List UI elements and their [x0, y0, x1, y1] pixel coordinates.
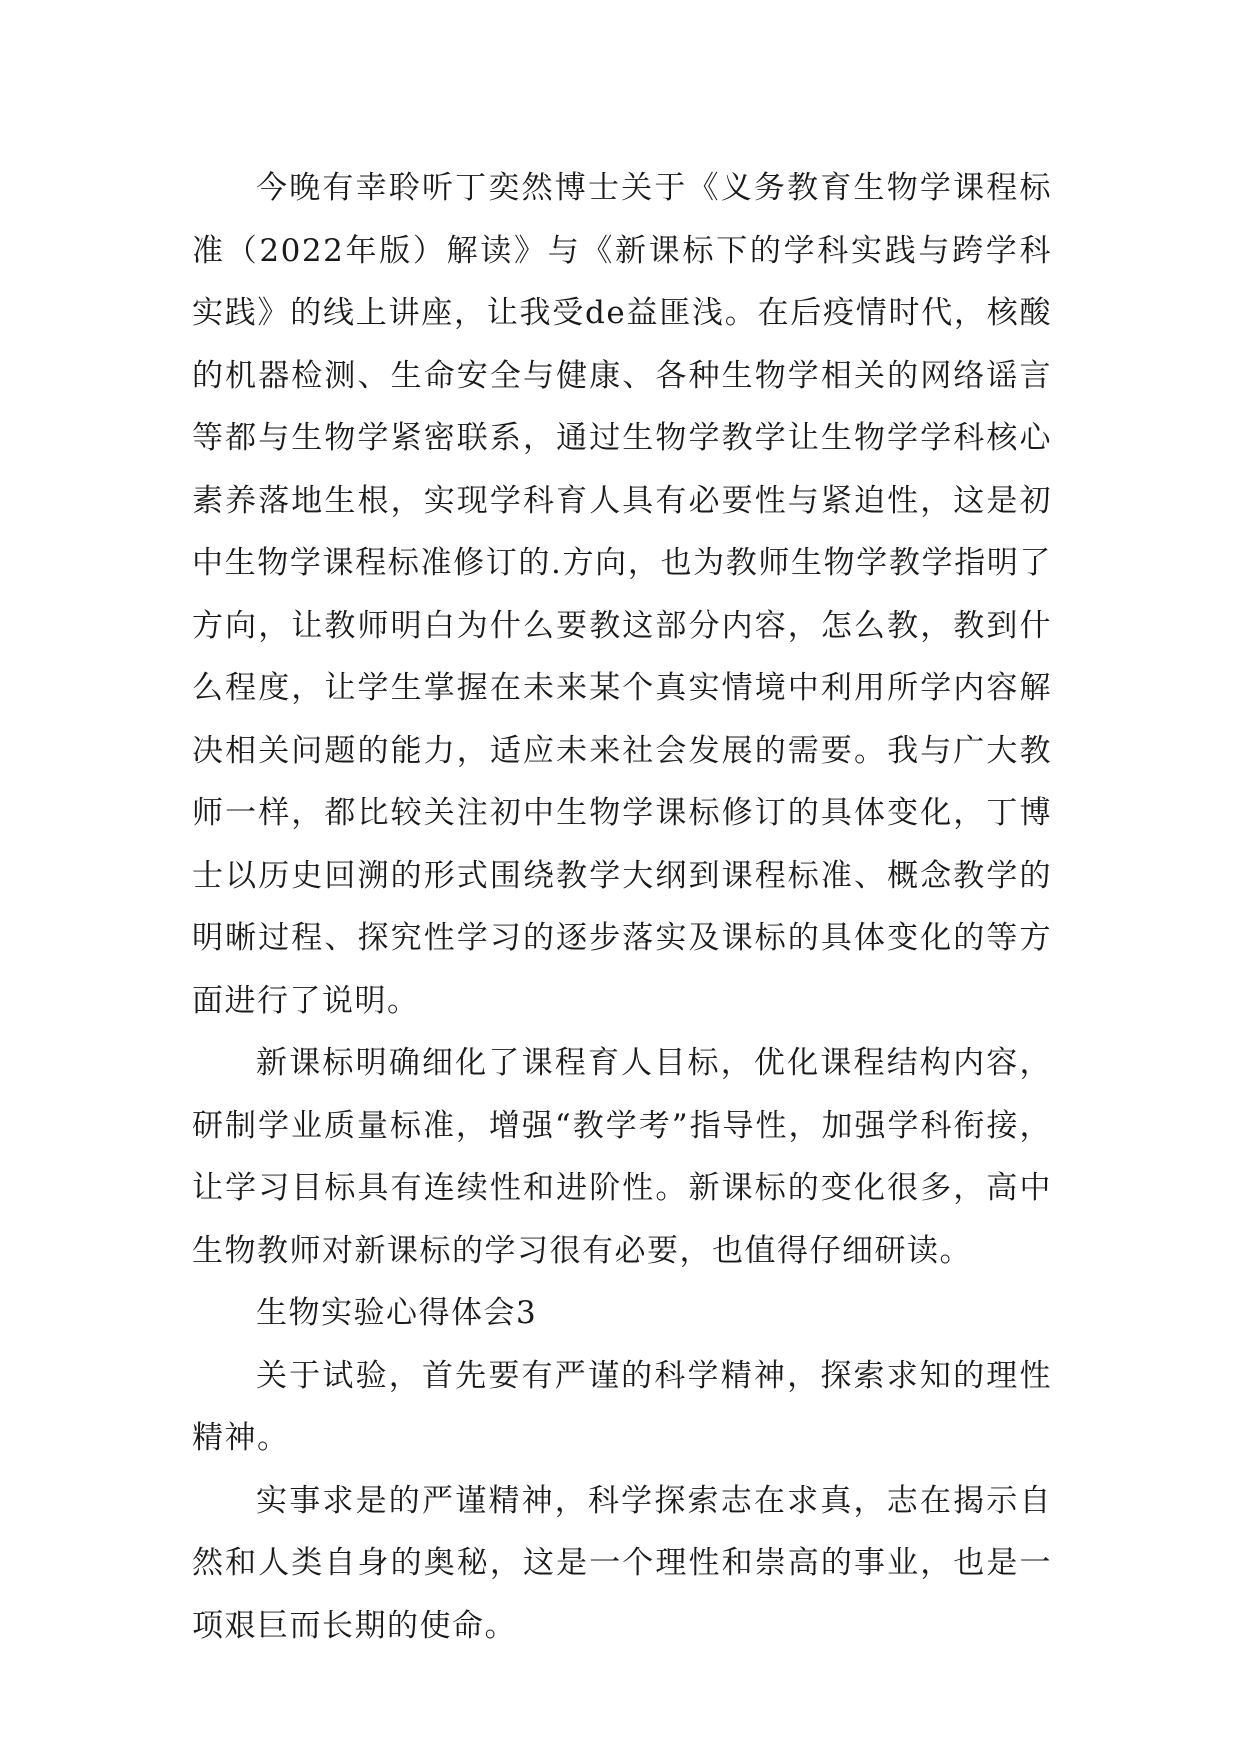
section-title: 生物实验心得体会3 [256, 1295, 538, 1331]
paragraph-new-standard: 新课标明确细化了课程育人目标，优化课程结构内容，研制学业质量标准，增强“教学考”指导性，加强学科衔接，让学习目标具有连续性和进阶性。新课标的变化很多，高中生物教师对新课标的学习很有必要，也值得仔细研读。 [192, 1045, 1052, 1269]
paragraph-lecture-reflection: 今晚有幸聆听丁奕然博士关于《义务教育生物学课程标准（2022年版）解读》与《新课标下的学科实践与跨学科实践》的线上讲座，让我受de益匪浅。在后疫情时代，核酸的机器检测、生命安全与健康、各种生物学相关的网络谣言等都与生物学紧密联系，通过生物学教学让生物学学科核心素养落地生根，实现学科育人具有必要性与紧迫性，这是初中生物学课程标准修订的.方向，也为教师生物学教学指明了方向，让教师明白为什么要教这部分内容，怎么教，教到什么程度，让学生掌握在未来某个真实情境中利用所学内容解决相关问题的能力，适应未来社会发展的需要。我与广大教师一样，都比较关注初中生物学课标修订的具体变化，丁博士以历史回溯的形式围绕教学大纲到课程标准、概念教学的明晰过程、探究性学习的逐步落实及课标的具体变化的等方面进行了说明。 [192, 170, 1052, 1019]
document-body [192, 157, 1052, 1657]
paragraph-experiment-spirit: 关于试验，首先要有严谨的科学精神，探索求知的理性精神。 [192, 1357, 1052, 1456]
paragraph-rigorous-spirit: 实事求是的严谨精神，科学探索志在求真，志在揭示自然和人类自身的奥秘，这是一个理性和崇高的事业，也是一项艰巨而长期的使命。 [192, 1482, 1052, 1644]
